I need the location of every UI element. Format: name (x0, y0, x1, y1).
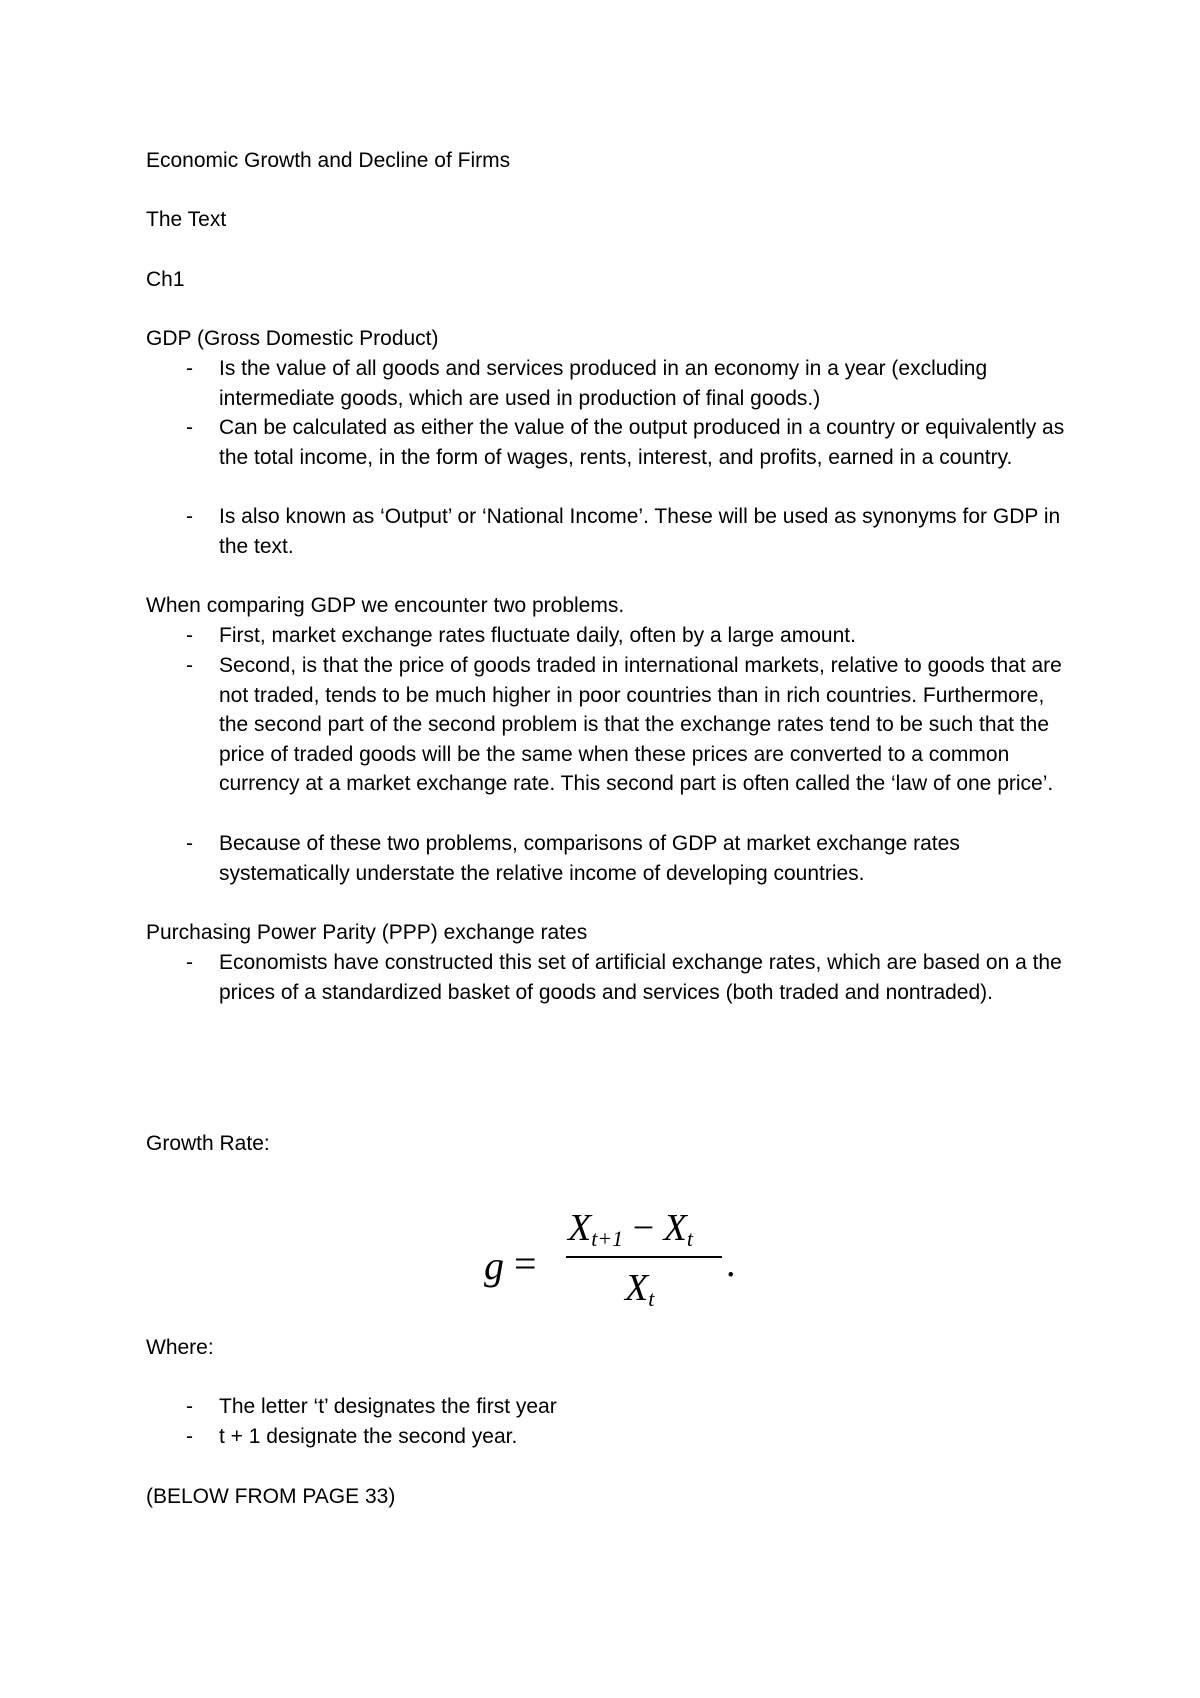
bullet-text: Second, is that the price of goods traded in international markets, relative to goods that are not traded, tends to be much higher in poor countries than in rich countries. Furthermore, the second part of the second problem is that the exchange rates tend to be such that the price of traded goods will be the same when these prices are converted to a common currency at a market exchange rate. This second part is often called the ‘law of one price’. (219, 654, 1062, 796)
bullet-text: Can be calculated as either the value of the output produced in a country or equivalently as the total income, in the form of wages, rents, interest, and profits, earned in a country. (219, 416, 1065, 469)
bullet-text: Economists have constructed this set of artificial exchange rates, which are based on a the prices of a standardized basket of goods and services (both traded and nontraded). (219, 951, 1062, 1004)
footer-note: (BELOW FROM PAGE 33) (146, 1485, 396, 1508)
bullet-dash: - (186, 1395, 193, 1418)
formula-denominator (625, 1266, 654, 1312)
gdp-heading: GDP (Gross Domestic Product) (146, 327, 439, 350)
formula-num-sub2: t (686, 1226, 693, 1251)
formula-lhs: g (484, 1243, 504, 1288)
bullet-text: The letter ‘t’ designates the first year (219, 1395, 557, 1418)
where-label: Where: (146, 1336, 214, 1359)
bullet-text: Because of these two problems, comparisons of GDP at market exchange rates systematically understate the relative income of developing countries. (219, 832, 960, 885)
bullet-dash: - (186, 357, 193, 380)
bullet-dash: - (186, 624, 193, 647)
bullet-dash: - (186, 951, 193, 974)
formula-equals: = (514, 1241, 537, 1286)
document-subtitle: The Text (146, 208, 227, 231)
comparing-heading: When comparing GDP we encounter two problems. (146, 594, 625, 617)
bullet-text: t + 1 designate the second year. (219, 1425, 518, 1448)
formula-num-var1: X (568, 1207, 592, 1249)
bullet-dash: - (186, 1425, 193, 1448)
formula-period: . (726, 1243, 736, 1285)
ppp-heading: Purchasing Power Parity (PPP) exchange rates (146, 921, 588, 944)
bullet-dash: - (186, 416, 193, 439)
bullet-text: Is also known as ‘Output’ or ‘National Income’. These will be used as synonyms for GDP in the text. (219, 505, 1061, 558)
formula-minus: − (623, 1207, 664, 1249)
bullet-dash: - (186, 832, 193, 855)
bullet-text: Is the value of all goods and services produced in an economy in a year (excluding intermediate goods, which are used in production of final goods.) (219, 357, 988, 410)
growth-rate-heading: Growth Rate: (146, 1132, 270, 1155)
growth-rate-formula (480, 1206, 740, 1316)
chapter-label: Ch1 (146, 268, 185, 291)
bullet-text: First, market exchange rates fluctuate daily, often by a large amount. (219, 624, 856, 647)
formula-num-var2: X (663, 1207, 687, 1249)
bullet-dash: - (186, 505, 193, 528)
formula-numerator (568, 1206, 693, 1252)
formula-den-sub: t (648, 1286, 655, 1311)
bullet-dash: - (186, 654, 193, 677)
fraction-bar (566, 1256, 722, 1258)
formula-num-sub1: t+1 (591, 1226, 624, 1251)
document-title: Economic Growth and Decline of Firms (146, 149, 511, 172)
formula-den-var: X (625, 1267, 649, 1309)
